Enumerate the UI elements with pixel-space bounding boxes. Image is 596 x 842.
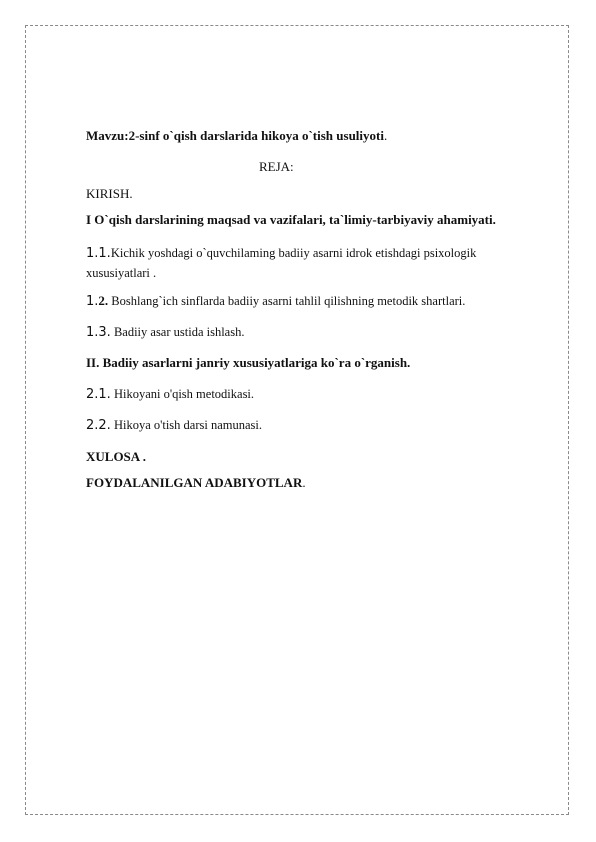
item-1-3-number: 1.3. <box>86 325 111 340</box>
intro-heading: KIRISH. <box>86 186 133 201</box>
item-2-1-number: 2.1. <box>86 387 111 402</box>
conclusion-heading: XULOSA . <box>86 449 146 464</box>
item-2-2 <box>86 417 262 433</box>
plan-heading: REJA: <box>259 159 294 174</box>
item-1-2-number-b: 2. <box>98 293 109 308</box>
item-2-2-text: Hikoya o'tish darsi namunasi. <box>110 418 263 432</box>
item-1-2-text: Boshlang`ich sinflarda badiiy asarni tahlil qilishning metodik shartlari. <box>108 294 466 308</box>
topic-title: Mavzu:2-sinf o`qish darslarida hikoya o`tish usuliyoti <box>86 128 384 143</box>
topic-line <box>86 128 387 144</box>
item-1-3 <box>86 324 244 340</box>
topic-period: . <box>383 128 388 143</box>
item-1-1 <box>86 243 536 283</box>
item-1-1-number: 1.1. <box>86 246 111 261</box>
section-1-title: I O`qish darslarining maqsad va vazifalari, ta`limiy-tarbiyaviy ahamiyati. <box>86 212 496 227</box>
references-period: . <box>302 475 306 490</box>
item-1-2-number-a: 1. <box>86 294 99 309</box>
references-line <box>86 475 306 491</box>
item-1-2 <box>86 293 465 309</box>
item-2-1 <box>86 386 254 402</box>
item-1-3-text: Badiiy asar ustida ishlash. <box>110 325 245 339</box>
references-heading: FOYDALANILGAN ADABIYOTLAR <box>86 475 303 490</box>
item-2-2-number: 2.2. <box>86 418 111 433</box>
section-2-title: II. Badiiy asarlarni janriy xususiyatlariga ko`ra o`rganish. <box>86 355 411 370</box>
item-2-1-text: Hikoyani o'qish metodikasi. <box>110 387 255 401</box>
item-1-1-text: Kichik yoshdagi o`quvchilaming badiiy asarni idrok etishdagi psixologik xususiyatlari . <box>86 246 477 280</box>
